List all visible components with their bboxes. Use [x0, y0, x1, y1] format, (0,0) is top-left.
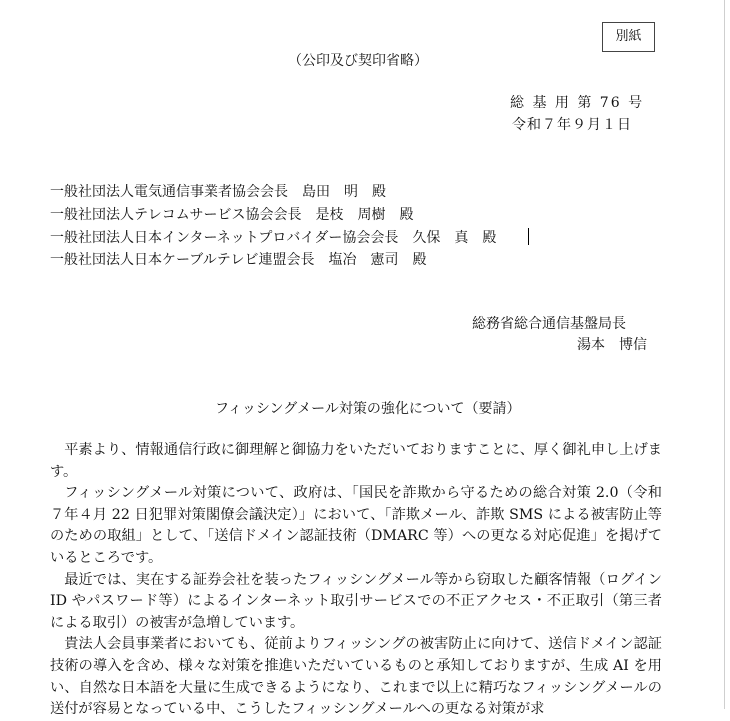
addressee-line: 一般社団法人テレコムサービス協会会長 是枝 周樹 殿: [50, 207, 414, 223]
body-paragraph: 貴法人会員事業者においても、従前よりフィッシングの被害防止に向けて、送信ドメイン認証技術の導入を含め、様々な対策を推進いただいているものと承知しておりますが、生成 AI を用い、自然な日本語を大量に生成できるようになり、これまで以上に精巧なフィッシングメールの送付が容易となっている中、こうしたフィッシングメールへの更なる対策が求: [50, 636, 662, 718]
text-cursor: [528, 228, 529, 245]
addressee-line: 一般社団法人日本インターネットプロバイダー協会会長 久保 真 殿: [50, 230, 497, 246]
attachment-label: 別紙: [602, 22, 655, 52]
sender-name: 湯本 博信: [577, 337, 647, 353]
document-number: 総 基 用 第 76 号: [510, 95, 645, 111]
body-paragraph: 平素より、情報通信行政に御理解と御協力をいただいておりますことに、厚く御礼申し上げます。: [50, 442, 662, 480]
seal-omission-note: （公印及び契印省略）: [288, 53, 428, 69]
document-body: [50, 440, 662, 721]
addressee-line: 一般社団法人電気通信事業者協会会長 島田 明 殿: [50, 184, 386, 200]
document-subject: フィッシングメール対策の強化について（要請）: [215, 401, 521, 417]
body-paragraph: フィッシングメール対策について、政府は、「国民を詐欺から守るための総合対策 2.0（令和７年４月 22 日犯罪対策閣僚会議決定）」において、「詐欺メール、詐欺 SMS による被害防止等のための取組」として、「送信ドメイン認証技術（DMARC 等）への更なる対応促進」を掲げているところです。: [50, 485, 662, 566]
document-date: 令和７年９月１日: [512, 117, 632, 133]
body-paragraph: 最近では、実在する証券会社を装ったフィッシングメール等から窃取した顧客情報（ログイン ID やパスワード等）によるインターネット取引サービスでの不正アクセス・不正取引（第三者による取引）の被害が急増しています。: [50, 571, 662, 631]
page-edge: [724, 0, 725, 709]
sender-organization: 総務省総合通信基盤局長: [472, 316, 626, 332]
addressee-line: 一般社団法人日本ケーブルテレビ連盟会長 塩冶 憲司 殿: [50, 252, 427, 268]
